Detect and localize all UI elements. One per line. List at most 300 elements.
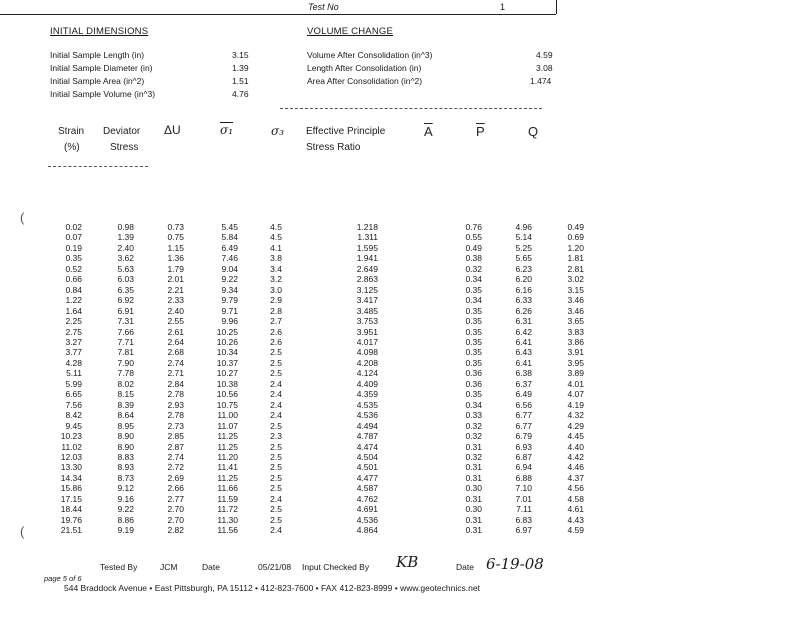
cell-sigma1: 9.79 — [221, 295, 238, 306]
col-strain: Strain — [58, 126, 85, 137]
cell-q: 4.01 — [567, 378, 584, 389]
cell-sigma3: 2.5 — [270, 483, 282, 494]
cell-a-bar: 0.36 — [465, 368, 482, 379]
cell-sigma3: 2.5 — [270, 472, 282, 483]
cell-deviator-stress: 7.90 — [117, 357, 134, 368]
cell-effective-stress-ratio: 4.359 — [356, 389, 378, 400]
cell-delta-u: 2.55 — [167, 316, 184, 327]
col-strain-unit: (%) — [64, 142, 80, 153]
cell-sigma1: 10.38 — [216, 378, 238, 389]
cell-effective-stress-ratio: 1.595 — [356, 242, 378, 253]
results-table — [40, 222, 584, 536]
cell-deviator-stress: 6.03 — [117, 274, 134, 285]
initial-dimensions-title: INITIAL DIMENSIONS — [50, 26, 149, 37]
cell-deviator-stress: 8.90 — [117, 441, 134, 452]
cell-deviator-stress: 0.98 — [117, 222, 134, 232]
table-row — [40, 400, 584, 410]
cell-q: 3.95 — [567, 357, 584, 368]
cell-p-bar: 6.49 — [515, 389, 532, 400]
table-row — [40, 274, 584, 284]
cell-p-bar: 6.56 — [515, 399, 532, 410]
cell-a-bar: 0.31 — [465, 472, 482, 483]
cell-sigma1: 10.34 — [216, 347, 238, 358]
cell-sigma3: 2.3 — [270, 431, 282, 442]
tested-by-label: Tested By — [100, 562, 138, 572]
cell-q: 3.86 — [567, 336, 584, 347]
cell-delta-u: 2.74 — [167, 357, 184, 368]
cell-p-bar: 6.38 — [515, 368, 532, 379]
cell-sigma1: 11.00 — [217, 410, 238, 421]
cell-p-bar: 6.42 — [515, 326, 532, 337]
cell-delta-u: 2.85 — [167, 431, 184, 442]
cell-effective-stress-ratio: 4.477 — [356, 472, 378, 483]
volume-change-title: VOLUME CHANGE — [307, 26, 394, 37]
cell-a-bar: 0.35 — [465, 336, 482, 347]
col-epsr: Effective Principle — [306, 126, 386, 137]
table-row — [40, 442, 584, 452]
top-border-right — [556, 0, 557, 14]
cell-p-bar: 6.41 — [515, 336, 532, 347]
cell-a-bar: 0.35 — [465, 316, 482, 327]
table-row — [40, 295, 584, 305]
cell-strain: 12.03 — [60, 451, 82, 462]
cell-strain: 2.75 — [65, 326, 82, 337]
cell-delta-u: 2.93 — [167, 399, 184, 410]
cell-effective-stress-ratio: 4.587 — [356, 483, 378, 494]
page-number: page 5 of 6 — [44, 574, 82, 583]
cell-p-bar: 6.79 — [515, 431, 532, 442]
cell-a-bar: 0.35 — [465, 305, 482, 316]
cell-deviator-stress: 1.39 — [117, 232, 134, 243]
cell-p-bar: 6.20 — [515, 274, 532, 285]
cell-effective-stress-ratio: 1.941 — [356, 253, 378, 264]
cell-a-bar: 0.35 — [465, 347, 482, 358]
cell-delta-u: 2.68 — [167, 347, 184, 358]
cell-deviator-stress: 9.22 — [117, 504, 134, 515]
cell-strain: 18.44 — [60, 504, 82, 515]
cell-sigma3: 2.5 — [270, 357, 282, 368]
cell-effective-stress-ratio: 4.762 — [356, 493, 378, 504]
cell-delta-u: 2.78 — [167, 389, 184, 400]
cell-effective-stress-ratio: 4.501 — [356, 462, 378, 473]
cell-q: 4.59 — [567, 525, 584, 536]
cell-p-bar: 6.43 — [515, 347, 532, 358]
cell-strain: 1.22 — [65, 295, 82, 306]
cell-deviator-stress: 8.95 — [117, 420, 134, 431]
cell-strain: 15.86 — [60, 483, 82, 494]
cell-sigma3: 2.5 — [270, 420, 282, 431]
cell-p-bar: 6.16 — [515, 284, 532, 295]
cell-effective-stress-ratio: 4.787 — [356, 431, 378, 442]
cell-p-bar: 7.01 — [515, 493, 532, 504]
cell-delta-u: 2.82 — [167, 525, 184, 536]
cell-delta-u: 1.15 — [167, 242, 184, 253]
cell-strain: 10.23 — [60, 431, 82, 442]
cell-a-bar: 0.34 — [465, 399, 482, 410]
area-after-value: 1.474 — [530, 76, 552, 86]
cell-sigma3: 2.5 — [270, 462, 282, 473]
table-row — [40, 462, 584, 472]
table-row — [40, 368, 584, 378]
table-row — [40, 222, 584, 232]
cell-sigma1: 9.22 — [221, 274, 238, 285]
cell-sigma3: 2.7 — [270, 316, 282, 327]
cell-q: 4.46 — [567, 462, 584, 473]
cell-a-bar: 0.32 — [465, 431, 482, 442]
cell-sigma3: 4.5 — [270, 222, 282, 232]
cell-a-bar: 0.32 — [465, 420, 482, 431]
cell-a-bar: 0.35 — [465, 357, 482, 368]
cell-deviator-stress: 8.02 — [117, 378, 134, 389]
cell-strain: 5.11 — [66, 368, 82, 379]
cell-q: 4.29 — [567, 420, 584, 431]
cell-delta-u: 2.77 — [167, 493, 184, 504]
col-a-bar: $\overline{A}$ — [424, 124, 433, 139]
cell-deviator-stress: 2.40 — [117, 242, 134, 253]
cell-q: 4.43 — [567, 514, 584, 525]
col-p-bar: $\overline{P}$ — [476, 124, 485, 139]
cell-effective-stress-ratio: 4.536 — [356, 514, 378, 525]
test-no-value: 1 — [500, 2, 506, 12]
cell-strain: 14.34 — [60, 472, 82, 483]
cell-deviator-stress: 9.19 — [117, 525, 134, 536]
cell-strain: 3.77 — [65, 347, 82, 358]
cell-p-bar: 6.33 — [515, 295, 532, 306]
cell-sigma3: 2.8 — [270, 305, 282, 316]
table-row — [40, 452, 584, 462]
cell-sigma3: 2.4 — [270, 378, 282, 389]
cell-sigma1: 5.84 — [221, 232, 238, 243]
cell-delta-u: 2.33 — [167, 295, 184, 306]
cell-effective-stress-ratio: 4.474 — [356, 441, 378, 452]
cell-sigma3: 3.0 — [270, 284, 282, 295]
cell-p-bar: 6.77 — [515, 410, 532, 421]
cell-p-bar: 6.37 — [515, 378, 532, 389]
cell-p-bar: 5.14 — [515, 232, 532, 243]
cell-sigma1: 11.25 — [217, 441, 238, 452]
table-row — [40, 410, 584, 420]
cell-delta-u: 1.36 — [167, 253, 184, 264]
header-underline — [48, 166, 148, 167]
date2-value: 6-19-08 — [486, 555, 544, 573]
cell-deviator-stress: 8.83 — [117, 451, 134, 462]
cell-sigma3: 2.5 — [270, 451, 282, 462]
table-row — [40, 515, 584, 525]
cell-sigma1: 11.25 — [217, 472, 238, 483]
initial-area-value: 1.51 — [232, 76, 249, 86]
cell-delta-u: 2.78 — [167, 410, 184, 421]
cell-delta-u: 2.74 — [167, 451, 184, 462]
checked-by-initials: KB — [396, 553, 419, 571]
cell-a-bar: 0.49 — [465, 242, 482, 253]
cell-strain: 0.66 — [65, 274, 82, 285]
cell-delta-u: 2.61 — [167, 326, 184, 337]
cell-strain: 4.28 — [65, 357, 82, 368]
cell-effective-stress-ratio: 3.417 — [356, 295, 378, 306]
cell-a-bar: 0.33 — [465, 410, 482, 421]
cell-p-bar: 5.25 — [515, 242, 532, 253]
cell-sigma3: 2.6 — [270, 336, 282, 347]
cell-effective-stress-ratio: 4.494 — [356, 420, 378, 431]
cell-strain: 0.19 — [65, 242, 82, 253]
table-row — [40, 358, 584, 368]
cell-sigma1: 11.20 — [217, 451, 238, 462]
punch-hole-mark-bottom: ( — [20, 524, 25, 539]
cell-sigma3: 3.8 — [270, 253, 282, 264]
table-row — [40, 347, 584, 357]
cell-strain: 17.15 — [60, 493, 82, 504]
cell-strain: 0.02 — [65, 222, 82, 232]
cell-q: 4.40 — [567, 441, 584, 452]
cell-a-bar: 0.32 — [465, 263, 482, 274]
cell-delta-u: 1.79 — [167, 263, 184, 274]
cell-q: 3.02 — [567, 274, 584, 285]
cell-sigma1: 11.30 — [217, 514, 238, 525]
cell-deviator-stress: 8.64 — [117, 410, 134, 421]
cell-sigma1: 11.07 — [217, 420, 238, 431]
cell-q: 4.37 — [567, 472, 584, 483]
cell-deviator-stress: 8.90 — [117, 431, 134, 442]
cell-q: 1.81 — [567, 253, 584, 264]
cell-deviator-stress: 7.31 — [117, 316, 134, 327]
cell-sigma3: 2.4 — [270, 493, 282, 504]
cell-sigma3: 4.1 — [270, 242, 282, 253]
cell-strain: 3.27 — [65, 336, 82, 347]
initial-diameter-value: 1.39 — [232, 63, 249, 73]
cell-delta-u: 2.70 — [167, 514, 184, 525]
cell-a-bar: 0.35 — [465, 284, 482, 295]
cell-a-bar: 0.31 — [465, 514, 482, 525]
cell-sigma1: 9.96 — [221, 316, 238, 327]
cell-q: 4.58 — [567, 493, 584, 504]
cell-deviator-stress: 8.86 — [117, 514, 134, 525]
cell-sigma1: 11.72 — [217, 504, 238, 515]
cell-sigma3: 2.4 — [270, 410, 282, 421]
cell-p-bar: 6.77 — [515, 420, 532, 431]
cell-strain: 13.30 — [60, 462, 82, 473]
cell-delta-u: 2.72 — [167, 462, 184, 473]
cell-sigma3: 2.5 — [270, 347, 282, 358]
volume-after-label: Volume After Consolidation (in^3) — [307, 50, 433, 60]
cell-p-bar: 6.94 — [515, 462, 532, 473]
cell-p-bar: 4.96 — [515, 222, 532, 232]
cell-effective-stress-ratio: 4.536 — [356, 410, 378, 421]
cell-deviator-stress: 9.12 — [117, 483, 134, 494]
cell-delta-u: 2.87 — [167, 441, 184, 452]
initial-length-value: 3.15 — [232, 50, 249, 60]
cell-deviator-stress: 8.93 — [117, 462, 134, 473]
cell-p-bar: 7.10 — [515, 483, 532, 494]
cell-sigma3: 2.6 — [270, 326, 282, 337]
cell-deviator-stress: 9.16 — [117, 493, 134, 504]
col-sigma3: σ₃ — [271, 124, 285, 138]
cell-a-bar: 0.30 — [465, 483, 482, 494]
initial-volume-value: 4.76 — [232, 89, 249, 99]
cell-p-bar: 6.26 — [515, 305, 532, 316]
cell-q: 3.91 — [567, 347, 584, 358]
cell-sigma3: 2.5 — [270, 441, 282, 452]
cell-strain: 0.84 — [65, 284, 82, 295]
cell-sigma3: 2.4 — [270, 389, 282, 400]
cell-deviator-stress: 8.39 — [117, 399, 134, 410]
cell-effective-stress-ratio: 1.218 — [356, 222, 378, 232]
cell-effective-stress-ratio: 4.124 — [356, 368, 378, 379]
cell-sigma1: 9.71 — [221, 305, 238, 316]
cell-q: 4.19 — [567, 399, 584, 410]
cell-strain: 7.56 — [65, 399, 82, 410]
test-no-label: Test No — [308, 2, 339, 12]
table-row — [40, 337, 584, 347]
cell-deviator-stress: 8.15 — [117, 389, 134, 400]
cell-q: 3.65 — [567, 316, 584, 327]
cell-sigma1: 5.45 — [221, 222, 238, 232]
cell-deviator-stress: 7.78 — [117, 368, 134, 379]
cell-a-bar: 0.35 — [465, 389, 482, 400]
cell-q: 4.07 — [567, 389, 584, 400]
table-row — [40, 327, 584, 337]
cell-q: 4.45 — [567, 431, 584, 442]
tested-by-value: JCM — [160, 562, 178, 572]
cell-sigma3: 2.9 — [270, 295, 282, 306]
cell-sigma1: 10.26 — [216, 336, 238, 347]
table-row — [40, 232, 584, 242]
date-value: 05/21/08 — [258, 562, 292, 572]
cell-strain: 1.64 — [65, 305, 82, 316]
cell-q: 3.15 — [567, 284, 584, 295]
cell-sigma1: 9.34 — [221, 284, 238, 295]
cell-sigma1: 11.66 — [217, 483, 238, 494]
cell-effective-stress-ratio: 1.311 — [357, 232, 378, 243]
table-row — [40, 421, 584, 431]
cell-sigma3: 3.2 — [270, 274, 282, 285]
cell-effective-stress-ratio: 2.649 — [356, 263, 378, 274]
cell-p-bar: 6.93 — [515, 441, 532, 452]
cell-p-bar: 6.83 — [515, 514, 532, 525]
cell-effective-stress-ratio: 4.691 — [356, 504, 378, 515]
cell-strain: 11.02 — [61, 441, 82, 452]
cell-delta-u: 0.73 — [167, 222, 184, 232]
cell-a-bar: 0.31 — [465, 462, 482, 473]
cell-delta-u: 2.64 — [167, 336, 184, 347]
punch-hole-mark-top: ( — [20, 210, 25, 225]
cell-strain: 5.99 — [65, 378, 82, 389]
cell-deviator-stress: 6.35 — [117, 284, 134, 295]
cell-sigma3: 2.4 — [270, 399, 282, 410]
cell-sigma3: 2.5 — [270, 368, 282, 379]
table-row — [40, 264, 584, 274]
cell-sigma1: 10.37 — [216, 357, 238, 368]
cell-sigma3: 2.5 — [270, 504, 282, 515]
date2-label: Date — [456, 562, 474, 572]
cell-sigma1: 10.27 — [216, 368, 238, 379]
length-after-value: 3.08 — [536, 63, 553, 73]
cell-effective-stress-ratio: 3.951 — [356, 326, 378, 337]
cell-delta-u: 2.70 — [167, 504, 184, 515]
cell-strain: 9.45 — [65, 420, 82, 431]
cell-sigma1: 10.25 — [216, 326, 238, 337]
table-row — [40, 431, 584, 441]
cell-p-bar: 6.88 — [515, 472, 532, 483]
top-border — [0, 14, 556, 15]
cell-strain: 0.52 — [65, 263, 82, 274]
cell-q: 2.81 — [567, 263, 584, 274]
cell-q: 4.32 — [567, 410, 584, 421]
cell-p-bar: 6.87 — [515, 451, 532, 462]
cell-strain: 19.76 — [60, 514, 82, 525]
cell-effective-stress-ratio: 2.863 — [356, 274, 378, 285]
cell-delta-u: 2.66 — [167, 483, 184, 494]
cell-a-bar: 0.31 — [465, 525, 482, 536]
cell-sigma1: 10.56 — [216, 389, 238, 400]
cell-effective-stress-ratio: 3.485 — [356, 305, 378, 316]
table-row — [40, 285, 584, 295]
cell-deviator-stress: 5.63 — [117, 263, 134, 274]
cell-a-bar: 0.34 — [465, 295, 482, 306]
cell-sigma3: 2.4 — [270, 525, 282, 536]
table-row — [40, 483, 584, 493]
area-after-label: Area After Consolidation (in^2) — [307, 76, 423, 86]
section-divider — [280, 108, 542, 109]
cell-sigma1: 11.41 — [217, 462, 238, 473]
cell-a-bar: 0.30 — [465, 504, 482, 515]
length-after-label: Length After Consolidation (in) — [307, 63, 422, 73]
cell-delta-u: 2.69 — [167, 472, 184, 483]
cell-q: 3.83 — [567, 326, 584, 337]
cell-q: 4.61 — [567, 504, 584, 515]
cell-delta-u: 0.75 — [167, 232, 184, 243]
cell-deviator-stress: 6.92 — [117, 295, 134, 306]
cell-deviator-stress: 7.71 — [117, 336, 134, 347]
cell-sigma3: 3.4 — [270, 263, 282, 274]
cell-p-bar: 6.97 — [515, 525, 532, 536]
cell-strain: 21.51 — [60, 525, 82, 536]
table-row — [40, 243, 584, 253]
cell-a-bar: 0.76 — [465, 222, 482, 232]
cell-q: 3.89 — [567, 368, 584, 379]
cell-sigma3: 4.5 — [270, 232, 282, 243]
cell-p-bar: 5.65 — [515, 253, 532, 264]
cell-effective-stress-ratio: 4.017 — [356, 336, 378, 347]
cell-p-bar: 7.11 — [516, 504, 532, 515]
cell-effective-stress-ratio: 4.208 — [356, 357, 378, 368]
cell-strain: 6.65 — [65, 389, 82, 400]
cell-sigma1: 9.04 — [221, 263, 238, 274]
cell-delta-u: 2.40 — [167, 305, 184, 316]
cell-delta-u: 2.73 — [167, 420, 184, 431]
cell-sigma1: 10.75 — [216, 399, 238, 410]
table-row — [40, 504, 584, 514]
cell-deviator-stress: 8.73 — [117, 472, 134, 483]
cell-strain: 0.07 — [65, 232, 82, 243]
cell-a-bar: 0.38 — [465, 253, 482, 264]
cell-effective-stress-ratio: 3.753 — [356, 316, 378, 327]
cell-strain: 2.25 — [65, 316, 82, 327]
cell-deviator-stress: 6.91 — [117, 305, 134, 316]
cell-effective-stress-ratio: 4.409 — [356, 378, 378, 389]
initial-area-label: Initial Sample Area (in^2) — [50, 76, 145, 86]
cell-strain: 8.42 — [65, 410, 82, 421]
cell-strain: 0.35 — [65, 253, 82, 264]
cell-q: 3.46 — [567, 305, 584, 316]
cell-effective-stress-ratio: 4.535 — [356, 399, 378, 410]
cell-effective-stress-ratio: 4.864 — [356, 525, 378, 536]
cell-q: 3.46 — [567, 295, 584, 306]
cell-deviator-stress: 7.66 — [117, 326, 134, 337]
cell-q: 4.56 — [567, 483, 584, 494]
cell-p-bar: 6.41 — [515, 357, 532, 368]
initial-diameter-label: Initial Sample Diameter (in) — [50, 63, 153, 73]
table-row — [40, 379, 584, 389]
